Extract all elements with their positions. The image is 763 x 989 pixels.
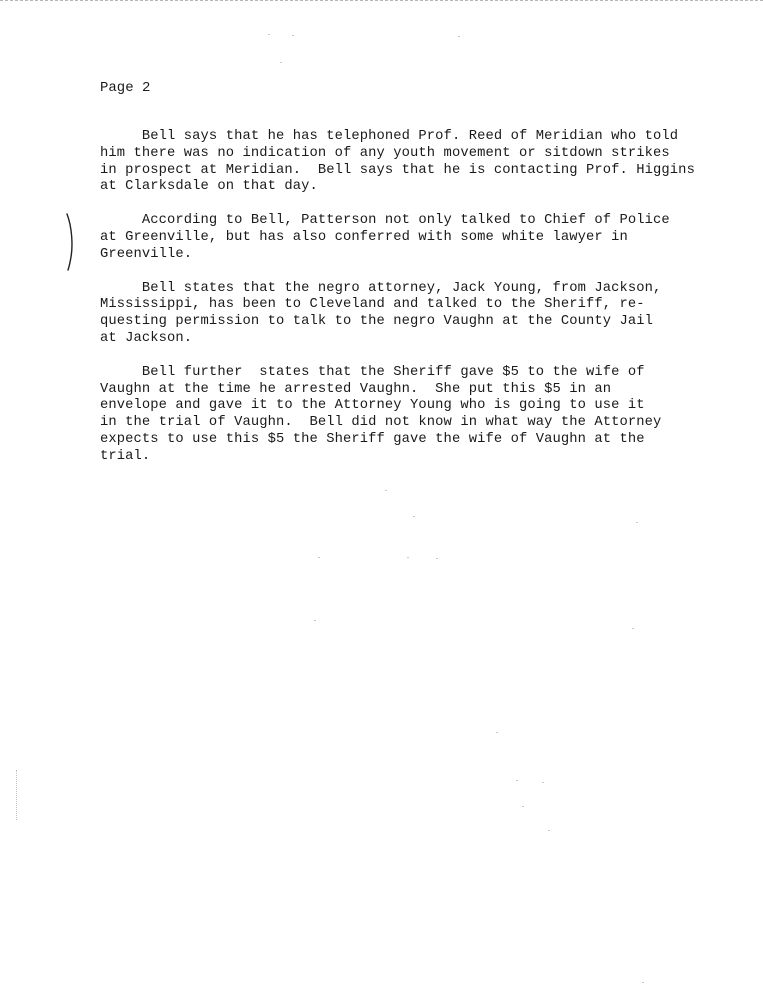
text-line: trial. (100, 448, 151, 464)
text-line: at Jackson. (100, 330, 193, 346)
scan-speck (268, 34, 270, 35)
text-line: him there was no indication of any youth movement or sitdown strikes (100, 145, 670, 161)
text-line: questing permission to talk to the negro Vaughn at the County Jail (100, 314, 654, 330)
paragraph-1 (100, 129, 755, 196)
text-line: at Greenville, but has also conferred with some white lawyer in (100, 229, 628, 245)
scan-speck (436, 558, 438, 559)
text-line: Bell states that the negro attorney, Jack Young, from Jackson, (100, 280, 662, 296)
scan-speck (385, 490, 387, 491)
scan-speck (516, 780, 518, 781)
scan-speck (280, 62, 282, 63)
page-top-edge (0, 0, 763, 1)
text-line: expects to use this $5 the Sheriff gave the wife of Vaughn at the (100, 431, 645, 447)
scan-speck (548, 830, 550, 831)
text-line: in prospect at Meridian. Bell says that he is contacting Prof. Higgins (100, 162, 695, 178)
scan-speck (292, 35, 294, 36)
scan-speck (542, 782, 544, 783)
scan-speck (522, 806, 524, 807)
document-body (100, 129, 755, 483)
text-line: in the trial of Vaughn. Bell did not know in what way the Attorney (100, 415, 662, 431)
text-line: envelope and gave it to the Attorney Young who is going to use it (100, 398, 645, 414)
text-line: Vaughn at the time he arrested Vaughn. She put this $5 in an (100, 381, 612, 397)
scan-speck (496, 732, 498, 733)
text-line: Bell says that he has telephoned Prof. Reed of Meridian who told (100, 129, 679, 144)
scan-speck (632, 628, 634, 629)
paragraph-2 (100, 213, 755, 263)
text-line: Mississippi, has been to Cleveland and talked to the Sheriff, re- (100, 297, 645, 313)
page-number: Page 2 (100, 80, 151, 96)
scan-speck (642, 982, 644, 983)
scan-speck (314, 620, 316, 621)
paragraph-4 (100, 365, 755, 466)
paragraph-3 (100, 281, 755, 348)
scan-speck (458, 36, 460, 37)
scan-speck (318, 557, 320, 558)
text-line: Greenville. (100, 246, 193, 262)
text-line: Bell further states that the Sheriff gave $5 to the wife of (100, 364, 645, 380)
scan-speck (413, 516, 415, 517)
text-line: at Clarksdale on that day. (100, 179, 318, 195)
text-line: According to Bell, Patterson not only talked to Chief of Police (100, 213, 670, 229)
margin-bracket-mark (64, 213, 78, 271)
scan-edge-marks (16, 770, 21, 820)
scan-speck (636, 522, 638, 523)
scan-speck (407, 557, 409, 558)
